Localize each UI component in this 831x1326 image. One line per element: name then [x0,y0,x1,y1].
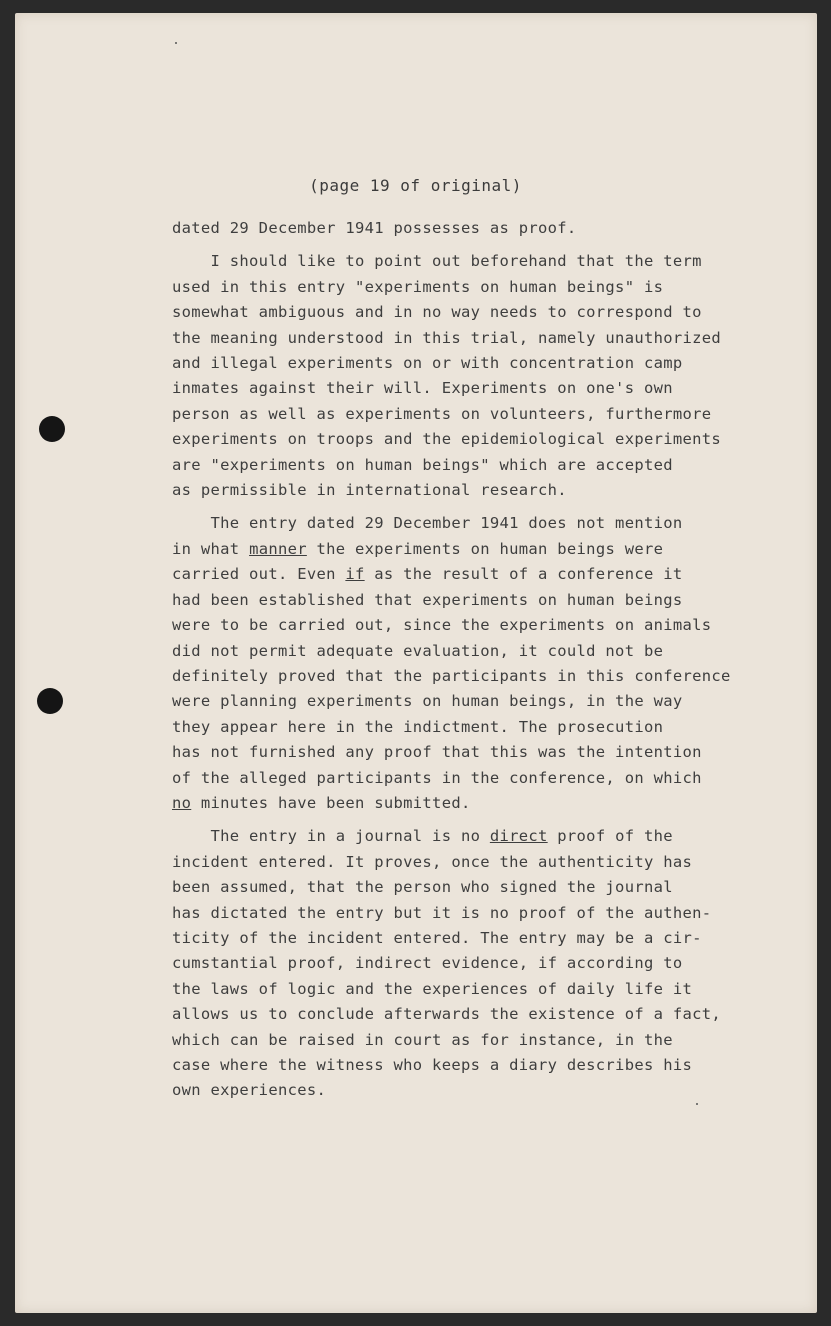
text-line: of the alleged participants in the conference, on which [172,768,702,787]
text-line: which can be raised in court as for instance, in the [172,1030,673,1049]
text-line: ticity of the incident entered. The entry may be a cir- [172,928,702,947]
text-line: cumstantial proof, indirect evidence, if according to [172,954,683,973]
text-line: and illegal experiments on or with concentration camp [172,354,683,373]
text-line: had been established that experiments on human beings [172,590,683,609]
underlined-word: manner [249,539,307,558]
text-line: were to be carried out, since the experiments on animals [172,616,712,635]
text-line: in what manner the experiments on human beings were [172,539,664,558]
text-line: as permissible in international research. [172,481,567,500]
text-line: case where the witness who keeps a diary describes his [172,1056,693,1074]
text-line: were planning experiments on human beings, in the way [172,692,683,711]
text-line: been assumed, that the person who signed the journal [172,878,673,897]
text-line: they appear here in the indictment. The prosecution [172,717,664,736]
text-line: dated 29 December 1941 possesses as proof. [172,219,577,237]
text-line: The entry dated 29 December 1941 does not mention [172,514,683,533]
paragraph-2 [172,249,772,503]
text-line: The entry in a journal is no direct proof of the [172,827,673,846]
underlined-word: no [172,793,192,812]
text-line: definitely proved that the participants in this conference [172,666,731,685]
text-line: incident entered. It proves, once the authenticity has [172,852,693,871]
paragraph-3 [172,511,772,816]
speck-mark [175,42,177,44]
text-line: did not permit adequate evaluation, it could not be [172,641,664,660]
paragraph-1 [172,216,772,241]
paragraph-4 [172,824,772,1103]
underlined-word: if [345,565,365,584]
text-line: carried out. Even if as the result of a conference it [172,565,683,584]
text-line: experiments on troops and the epidemiological experiments [172,430,722,449]
text-line: has not furnished any proof that this was the intention [172,743,702,762]
text-line: used in this entry "experiments on human beings" is [172,277,664,296]
text-line: I should like to point out beforehand that the term [172,252,702,271]
text-line: are "experiments on human beings" which are accepted [172,455,673,474]
text-line: own experiences. [172,1081,327,1100]
page-header: (page 19 of original) [309,176,522,195]
text-line: no minutes have been submitted. [172,793,471,812]
text-line: the meaning understood in this trial, namely unauthorized [172,328,722,347]
text-line: person as well as experiments on volunteers, furthermore [172,404,712,423]
text-line: allows us to conclude afterwards the existence of a fact, [172,1005,722,1024]
punch-hole-upper [39,416,65,442]
text-line: inmates against their will. Experiments on one's own [172,379,673,398]
text-line: has dictated the entry but it is no proof of the authen- [172,903,712,922]
document-body [172,216,772,1104]
punch-hole-lower [37,688,63,714]
underlined-word: direct [489,827,548,846]
text-line: somewhat ambiguous and in no way needs to correspond to [172,303,702,322]
text-line: the laws of logic and the experiences of daily life it [172,979,693,998]
